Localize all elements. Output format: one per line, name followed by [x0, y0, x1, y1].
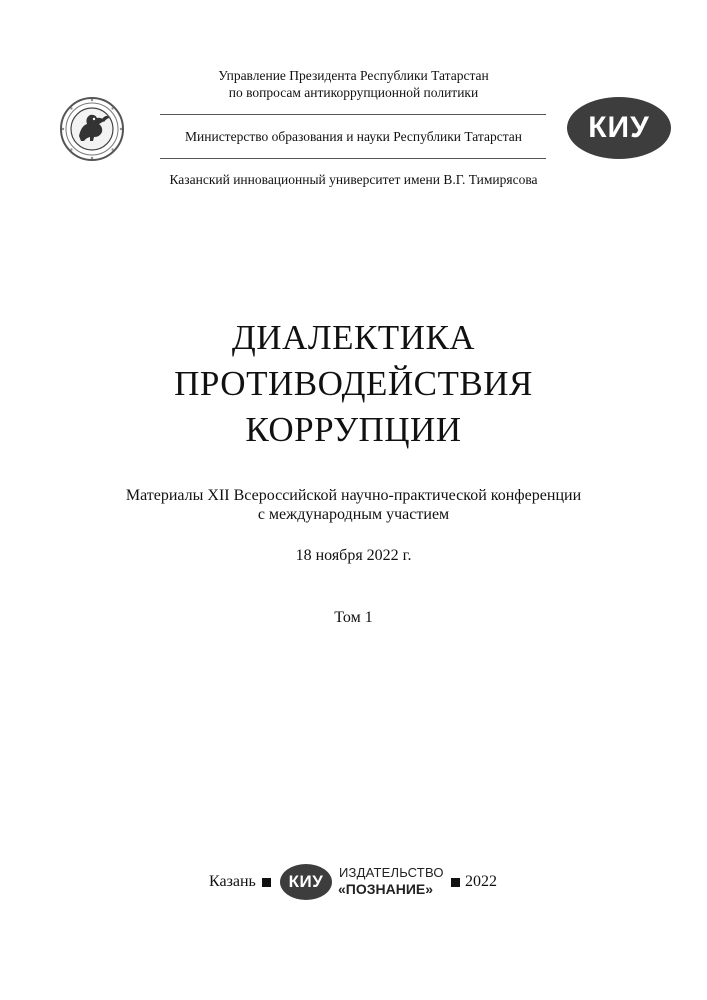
university-name: Казанский инновационный университет имени В.Г. Тимирясова [169, 172, 538, 187]
tatarstan-coat-of-arms-icon [57, 96, 127, 162]
ministry-name: Министерство образования и науки Республики Татарстан [185, 129, 522, 144]
kiu-logo-text: КИУ [588, 111, 650, 144]
publisher-kiu-logo [280, 864, 332, 900]
publisher-logo-text: КИУ [288, 872, 324, 891]
publication-city: Казань [209, 873, 256, 890]
publisher-name: «ПОЗНАНИЕ» [338, 881, 434, 897]
conference-description-line-1: Материалы XII Всероссийской научно-практической конференции [125, 487, 582, 504]
black-square-icon [262, 878, 271, 887]
org-name-line-2: по вопросам антикоррупционной политики [228, 85, 479, 100]
kiu-logo [567, 97, 671, 159]
volume-label: Том 1 [334, 609, 373, 626]
black-square-icon [451, 878, 460, 887]
header-divider-bottom [160, 158, 546, 159]
title-line-2: ПРОТИВОДЕЙСТВИЯ [174, 364, 533, 403]
title-line-1: ДИАЛЕКТИКА [231, 318, 476, 357]
conference-date: 18 ноября 2022 г. [295, 547, 412, 564]
org-name-line-1: Управление Президента Республики Татарстан [218, 68, 489, 83]
header-divider-top [160, 114, 546, 115]
publication-year: 2022 [465, 873, 497, 890]
imprint-footer [0, 862, 707, 902]
conference-description-line-2: с международным участием [257, 506, 450, 523]
publisher-label: ИЗДАТЕЛЬСТВО [339, 865, 444, 880]
title-line-3: КОРРУПЦИИ [245, 410, 462, 449]
